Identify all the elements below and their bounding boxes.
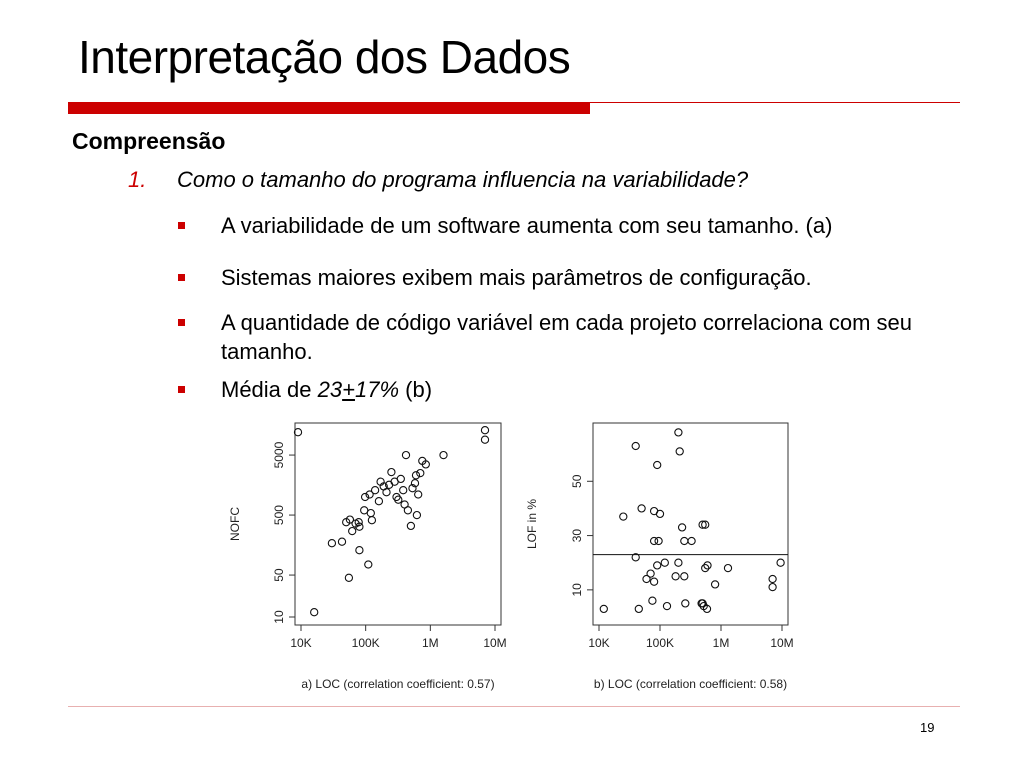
data-point [412,472,419,479]
y-axis-label: LOF in % [525,498,539,550]
y-tick-label: 10 [272,610,286,624]
data-point [440,452,447,459]
y-tick-label: 5000 [272,441,286,469]
data-point [367,510,374,517]
data-point [417,470,424,477]
data-point [349,528,356,535]
section-heading: Compreensão [72,128,226,154]
data-point [777,559,784,566]
data-point [688,537,695,544]
data-point [600,605,607,612]
x-tick-label: 10K [290,636,312,650]
data-point [383,489,390,496]
x-tick-label: 100K [645,636,675,650]
data-point [368,517,375,524]
bullet-text: Sistemas maiores exibem mais parâmetros de configuração. [221,265,812,290]
data-point [413,512,420,519]
mean-suffix: (b) [399,377,433,402]
y-tick-label: 30 [570,528,584,543]
data-point [481,436,488,443]
data-point [345,574,352,581]
bullet-square-icon [178,222,185,229]
data-point [654,461,661,468]
plot-frame [593,423,788,625]
slide-title: Interpretação dos Dados [78,31,571,83]
data-point [311,609,318,616]
data-point [365,561,372,568]
x-tick-label: 10M [483,636,507,650]
data-point [769,584,776,591]
data-point [635,605,642,612]
y-axis-label: NOFC [228,507,242,541]
data-point [620,513,627,520]
y-tick-label: 10 [570,583,584,597]
data-point [654,562,661,569]
data-point [407,522,414,529]
data-point [681,573,688,580]
title-underline-line [590,102,960,103]
data-point [638,505,645,512]
x-tick-label: 10K [588,636,610,650]
question-number: 1. [128,167,147,192]
data-point [375,498,382,505]
data-point [675,559,682,566]
footer-divider [68,706,960,707]
mean-value: 23 [317,377,343,402]
chart-a [225,415,520,695]
data-point [676,448,683,455]
bullet-square-icon [178,319,185,326]
bullet-text: A quantidade de código variável em cada projeto correlaciona com seu tamanho. [221,310,912,364]
y-tick-label: 500 [272,505,286,526]
data-point [338,538,345,545]
plus-minus: + [342,377,355,402]
data-point [651,578,658,585]
data-point [681,537,688,544]
chart-caption: b) LOC (correlation coefficient: 0.58) [593,677,788,691]
data-point [661,559,668,566]
data-point [655,537,662,544]
data-point [643,575,650,582]
data-point [388,469,395,476]
data-point [372,487,379,494]
x-tick-label: 10M [770,636,794,650]
data-point [397,475,404,482]
data-point [649,597,656,604]
mean-prefix: Média de [221,377,318,402]
x-tick-label: 1M [421,636,439,650]
bullet-text [221,375,941,404]
data-point [415,491,422,498]
y-tick-label: 50 [272,568,286,582]
x-tick-label: 1M [712,636,730,650]
data-point [656,510,663,517]
chart-caption: a) LOC (correlation coefficient: 0.57) [301,677,495,691]
data-point [481,427,488,434]
data-point [400,487,407,494]
data-point [675,429,682,436]
data-point [663,603,670,610]
data-point [682,600,689,607]
data-point [356,547,363,554]
bullet-square-icon [178,274,185,281]
x-tick-label: 100K [351,636,380,650]
data-point [679,524,686,531]
bullet-text: A variabilidade de um software aumenta com seu tamanho. (a) [221,213,833,238]
sd-value: 17% [354,377,400,402]
data-point [724,565,731,572]
y-tick-label: 50 [570,474,584,488]
data-point [402,452,409,459]
title-underline-bar [68,102,590,114]
data-point [632,442,639,449]
data-point [672,573,679,580]
page-number: 19 [920,720,935,735]
question-text: Como o tamanho do programa influencia na variabilidade? [177,167,749,192]
data-point [769,575,776,582]
data-point [712,581,719,588]
chart-b [522,415,822,695]
plot-frame [295,423,501,625]
data-point [328,540,335,547]
bullet-square-icon [178,386,185,393]
data-point [404,507,411,514]
